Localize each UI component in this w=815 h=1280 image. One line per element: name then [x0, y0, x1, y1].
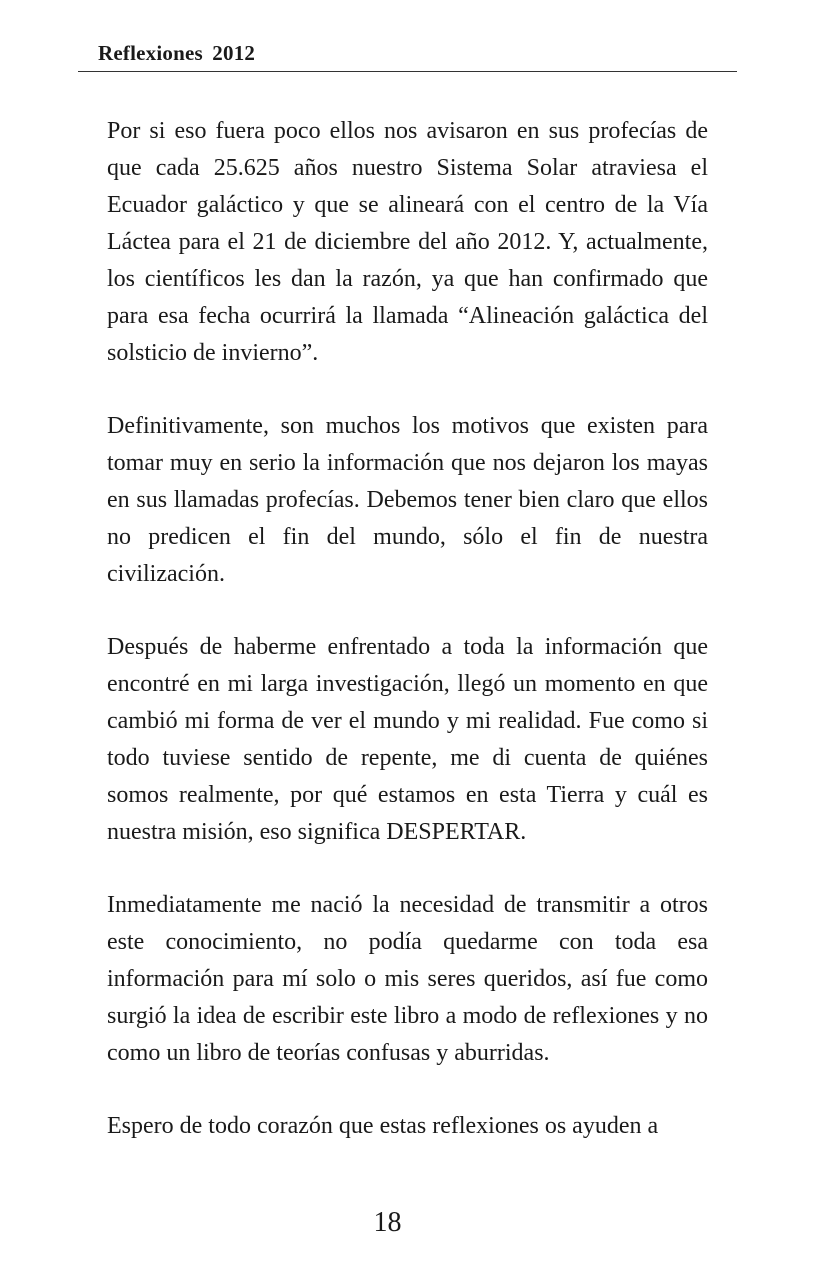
paragraph: Por si eso fuera poco ellos nos avisaron en sus profecías de que cada 25.625 años nuestro Sistema Solar atraviesa el Ecuador galáctico y que se alineará con el centro de la Vía Láctea para el 21 de diciembre del año 2012. Y, actualmente, los científicos les dan la razón, ya que han confirmado que para esa fecha ocurrirá la llamada “Alineación galáctica del solsticio de invierno”. [107, 118, 708, 366]
paragraph: Inmediatamente me nació la necesidad de transmitir a otros este conocimiento, no podía quedarme con toda esa información para mí solo o mis seres queridos, así fue como surgió la idea de escribir este libro a modo de reflexiones y no como un libro de teorías confusas y aburridas. [107, 892, 708, 1066]
paragraph: Después de haberme enfrentado a toda la información que encontré en mi larga investigación, llegó un momento en que cambió mi forma de ver el mundo y mi realidad. Fue como si todo tuviese sentido de repente, me di cuenta de quiénes somos realmente, por qué estamos en esta Tierra y cuál es nuestra misión, eso significa DESPERTAR. [107, 634, 708, 845]
page-number: 18 [373, 1207, 402, 1238]
running-header: Reflexiones 2012 [98, 41, 256, 65]
header-divider [78, 71, 737, 72]
paragraph: Espero de todo corazón que estas reflexiones os ayuden a [107, 1113, 659, 1139]
paragraph: Definitivamente, son muchos los motivos que existen para tomar muy en serio la información que nos dejaron los mayas en sus llamadas profecías. Debemos tener bien claro que ellos no predicen el fin del mundo, sólo el fin de nuestra civilización. [107, 413, 708, 587]
body-text [107, 113, 708, 1181]
